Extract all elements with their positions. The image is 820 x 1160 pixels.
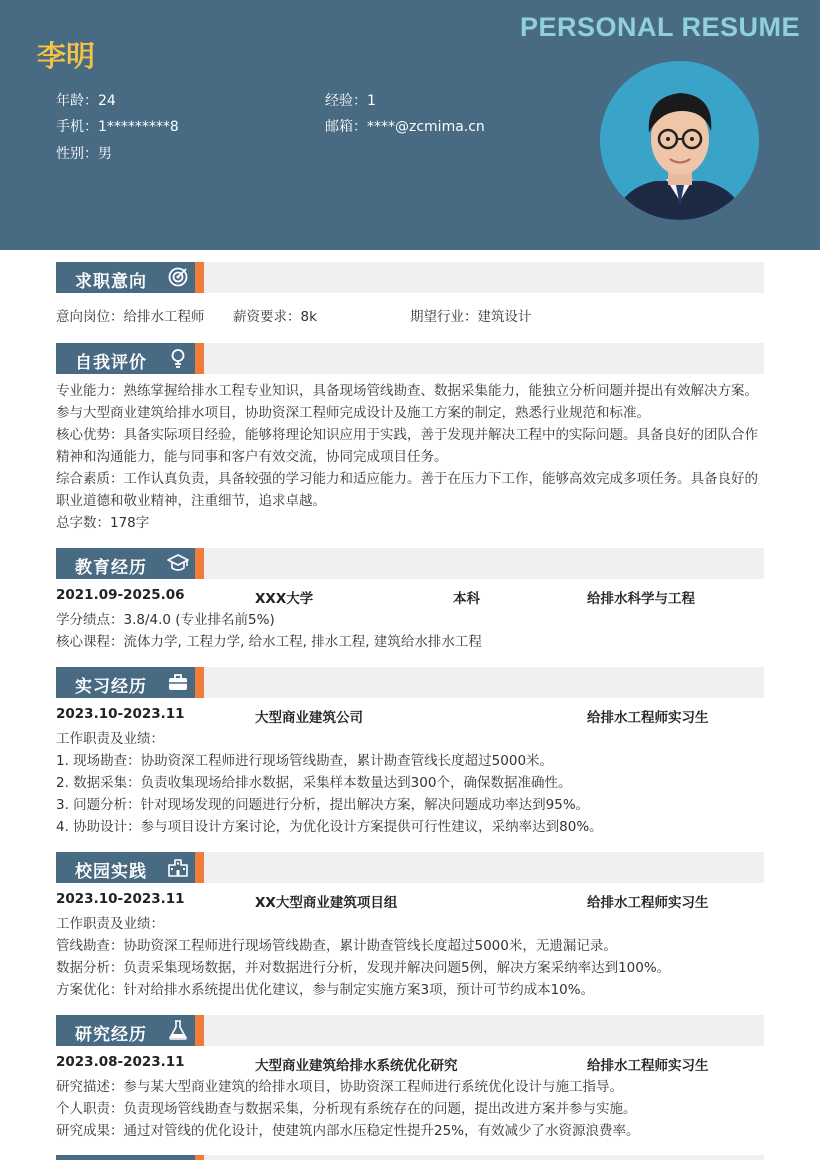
resume-header bbox=[0, 0, 820, 250]
internship-date: 2023.10-2023.11 bbox=[56, 706, 185, 722]
campus-line: 工作职责及业绩： bbox=[56, 916, 164, 932]
graduation-cap-icon bbox=[167, 552, 189, 574]
campus-line: 数据分析：负责采集现场数据，并对数据进行分析，发现并解决问题5例，解决方案采纳率达到100%。 bbox=[56, 960, 671, 976]
intent-salary: 薪资要求：8k bbox=[233, 309, 317, 325]
section-tab bbox=[56, 852, 195, 883]
education-school: XXX大学 bbox=[255, 591, 314, 607]
education-courses: 核心课程：流体力学, 工程力学, 给水工程, 排水工程, 建筑给水排水工程 bbox=[56, 634, 482, 650]
campus-line: 方案优化：针对给排水系统提出优化建议，参与制定实施方案3项，预计可节约成本10%。 bbox=[56, 982, 595, 998]
research-date: 2023.08-2023.11 bbox=[56, 1054, 185, 1070]
internship-line: 工作职责及业绩： bbox=[56, 731, 164, 747]
campus-org: XX大型商业建筑项目组 bbox=[255, 895, 398, 911]
section-title-intent: 求职意向 bbox=[75, 272, 147, 292]
research-role: 给排水工程师实习生 bbox=[587, 1058, 709, 1074]
intent-position: 意向岗位：给排水工程师 bbox=[56, 309, 205, 325]
target-icon bbox=[167, 266, 189, 288]
section-tab bbox=[56, 548, 195, 579]
briefcase-icon bbox=[167, 671, 189, 693]
self-eval-quality: 综合素质：工作认真负责，具备较强的学习能力和适应能力。善于在压力下工作，能够高效完成多项任务。具备良好的职业道德和敬业精神，注重细节，追求卓越。 bbox=[56, 471, 758, 509]
section-accent-bar bbox=[195, 262, 204, 293]
experience-field: 经验：1 bbox=[325, 93, 376, 109]
candidate-name: 李明 bbox=[37, 39, 96, 73]
section-tab bbox=[56, 1155, 195, 1160]
section-header-education bbox=[56, 548, 764, 579]
section-title-education: 教育经历 bbox=[75, 558, 147, 578]
self-eval-strengths: 核心优势：具备实际项目经验，能够将理论知识应用于实践，善于发现并解决工程中的实际问题。具备良好的团队合作精神和沟通能力，能与同事和客户有效交流，协同完成项目任务。 bbox=[56, 427, 758, 465]
research-line: 研究描述：参与某大型商业建筑的给排水项目，协助资深工程师进行系统优化设计与施工指导。 bbox=[56, 1079, 623, 1095]
section-header-internship bbox=[56, 667, 764, 698]
section-tab bbox=[56, 343, 195, 374]
phone-field: 手机：1*********8 bbox=[56, 119, 179, 135]
research-line: 研究成果：通过对管线的优化设计，使建筑内部水压稳定性提升25%，有效减少了水资源浪费率。 bbox=[56, 1123, 640, 1139]
campus-role: 给排水工程师实习生 bbox=[587, 895, 709, 911]
email-field: 邮箱：****@zcmima.cn bbox=[325, 119, 485, 135]
intent-industry: 期望行业：建筑设计 bbox=[410, 309, 532, 325]
section-header-self bbox=[56, 343, 764, 374]
section-header-intent bbox=[56, 262, 764, 293]
section-accent-bar bbox=[195, 548, 204, 579]
internship-line: 4. 协助设计：参与项目设计方案讨论，为优化设计方案提供可行性建议，采纳率达到80%。 bbox=[56, 819, 603, 835]
internship-line: 1. 现场勘查：协助资深工程师进行现场管线勘查，累计勘查管线长度超过5000米。 bbox=[56, 753, 554, 769]
gender-field: 性别：男 bbox=[56, 146, 112, 162]
research-line: 个人职责：负责现场管线勘查与数据采集，分析现有系统存在的问题，提出改进方案并参与实施。 bbox=[56, 1101, 637, 1117]
education-gpa: 学分绩点：3.8/4.0 (专业排名前5%) bbox=[56, 612, 275, 628]
education-degree: 本科 bbox=[453, 591, 480, 607]
age-field: 年龄：24 bbox=[56, 93, 116, 109]
research-topic: 大型商业建筑给排水系统优化研究 bbox=[255, 1058, 458, 1074]
section-accent-bar bbox=[195, 1155, 204, 1160]
section-tab bbox=[56, 667, 195, 698]
self-eval-professional: 专业能力：熟练掌握给排水工程专业知识，具备现场管线勘查、数据采集能力，能独立分析问题并提出有效解决方案。参与大型商业建筑给排水项目，协助资深工程师完成设计及施工方案的制定，熟悉行业规范和标准。 bbox=[56, 383, 758, 421]
section-accent-bar bbox=[195, 343, 204, 374]
resume-title: PERSONAL RESUME bbox=[519, 12, 800, 42]
portrait-image bbox=[600, 61, 759, 220]
education-major: 给排水科学与工程 bbox=[587, 591, 695, 607]
campus-line: 管线勘查：协助资深工程师进行现场管线勘查，累计勘查管线长度超过5000米，无遗漏记录。 bbox=[56, 938, 617, 954]
lightbulb-icon bbox=[167, 347, 189, 369]
next-section-bar bbox=[56, 1155, 764, 1160]
section-accent-bar bbox=[195, 1015, 204, 1046]
section-title-research: 研究经历 bbox=[75, 1025, 147, 1045]
section-header-research bbox=[56, 1015, 764, 1046]
building-icon bbox=[167, 856, 189, 878]
flask-icon bbox=[167, 1019, 189, 1041]
section-accent-bar bbox=[195, 852, 204, 883]
internship-company: 大型商业建筑公司 bbox=[255, 710, 363, 726]
campus-date: 2023.10-2023.11 bbox=[56, 891, 185, 907]
internship-line: 2. 数据采集：负责收集现场给排水数据，采集样本数量达到300个，确保数据准确性。 bbox=[56, 775, 572, 791]
internship-role: 给排水工程师实习生 bbox=[587, 710, 709, 726]
education-date: 2021.09-2025.06 bbox=[56, 587, 185, 603]
section-title-internship: 实习经历 bbox=[75, 677, 147, 697]
section-accent-bar bbox=[195, 667, 204, 698]
internship-line: 3. 问题分析：针对现场发现的问题进行分析，提出解决方案，解决问题成功率达到95%。 bbox=[56, 797, 590, 813]
section-title-self: 自我评价 bbox=[75, 353, 147, 373]
avatar bbox=[600, 61, 759, 220]
section-title-campus: 校园实践 bbox=[75, 862, 147, 882]
self-eval-word-count: 总字数：178字 bbox=[56, 515, 150, 531]
section-tab bbox=[56, 262, 195, 293]
section-header-campus bbox=[56, 852, 764, 883]
section-tab bbox=[56, 1015, 195, 1046]
